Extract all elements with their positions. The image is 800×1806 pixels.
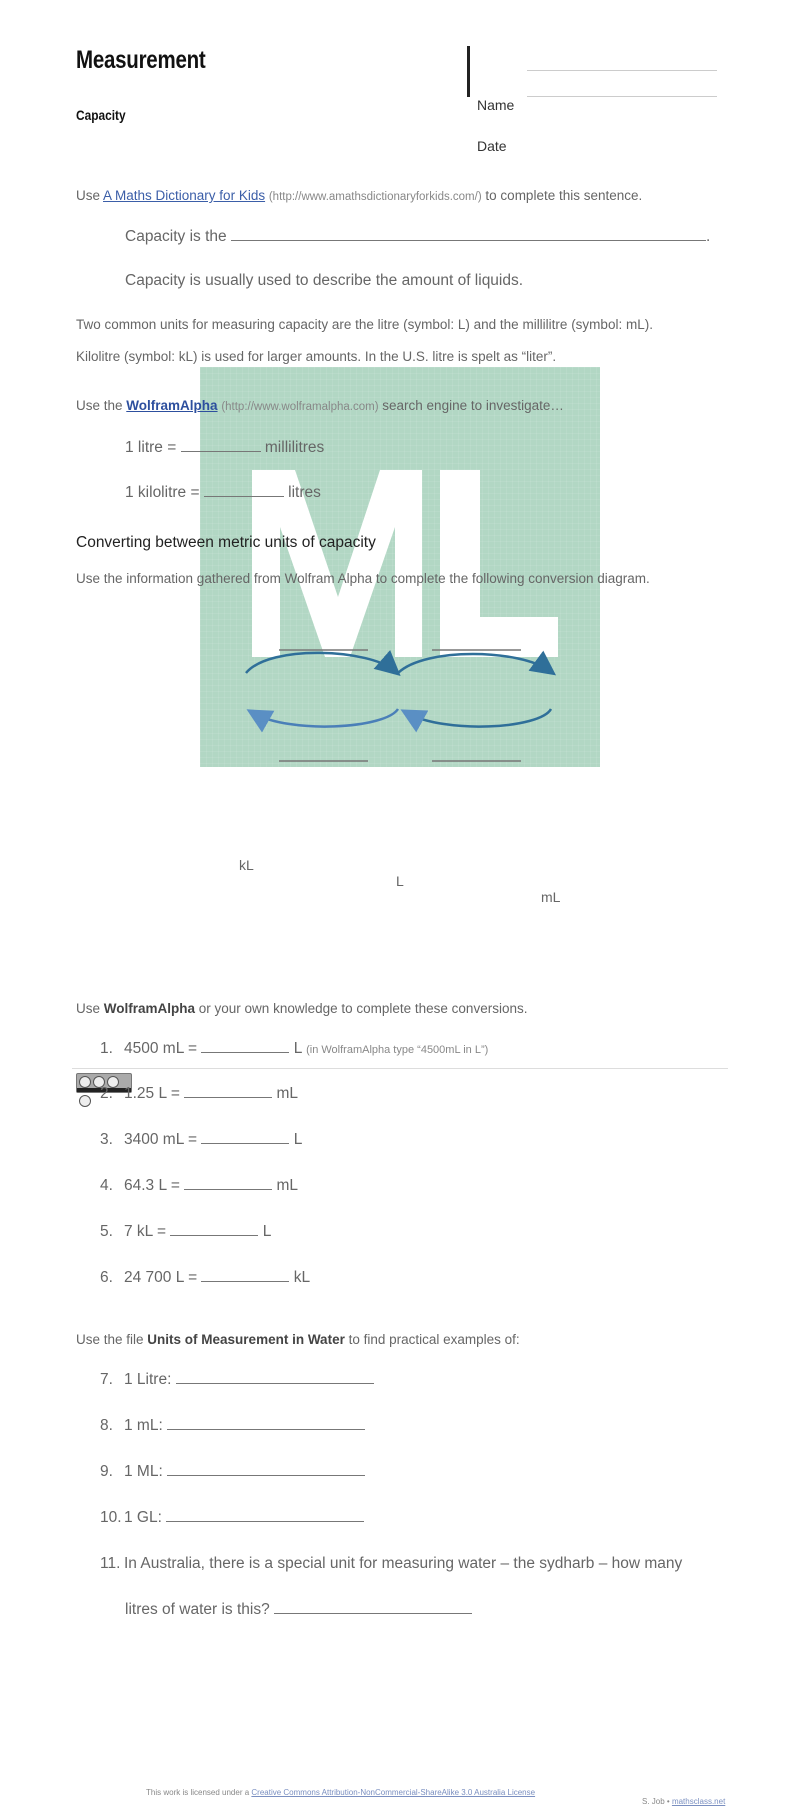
item-number: 8. — [100, 1417, 113, 1434]
converting-heading: Converting between metric units of capacity — [76, 534, 376, 551]
answer-blank[interactable] — [201, 1142, 289, 1144]
site-link[interactable]: mathsclass.net — [671, 1797, 726, 1806]
item-label: 1 GL: — [124, 1509, 162, 1526]
item-unit: L — [293, 1131, 303, 1148]
author: S. Job • — [642, 1797, 672, 1806]
text: litres — [288, 484, 321, 501]
dictionary-url: (http://www.amathsdictionaryforkids.com/) — [268, 191, 482, 203]
litre-question — [125, 439, 800, 457]
file-name: Units of Measurement in Water — [147, 1332, 345, 1347]
item-expression: 4500 mL = — [124, 1040, 198, 1057]
answer-blank[interactable] — [170, 1234, 258, 1236]
text: . — [705, 228, 711, 245]
maths-dictionary-link[interactable]: A Maths Dictionary for Kids — [103, 188, 266, 203]
capacity-usage: Capacity is usually used to describe the amount of liquids. — [125, 272, 524, 289]
text: This work is licensed under a — [146, 1788, 252, 1797]
footer-divider — [72, 1068, 728, 1069]
item-expression: 3400 mL = — [124, 1131, 198, 1148]
conversion-item-5 — [100, 1223, 800, 1241]
answer-blank[interactable] — [167, 1474, 365, 1476]
item-number: 4. — [100, 1177, 113, 1194]
item-unit: mL — [276, 1085, 299, 1102]
kilolitre-answer-blank[interactable] — [204, 495, 284, 497]
text: Use — [76, 188, 104, 203]
item-number: 9. — [100, 1463, 113, 1480]
item-number: 5. — [100, 1223, 113, 1240]
item-expression: 64.3 L = — [124, 1177, 180, 1194]
arrow-l-to-ml — [398, 654, 550, 673]
item-unit: mL — [276, 1177, 299, 1194]
wolfram-url: (http://www.wolframalpha.com) — [221, 401, 379, 413]
text: millilitres — [264, 439, 325, 456]
answer-blank[interactable] — [201, 1280, 289, 1282]
practical-item-9 — [100, 1463, 800, 1481]
item-number: 11. — [100, 1555, 121, 1572]
item-number: 1. — [100, 1040, 113, 1057]
units-paragraph-2: Kilolitre (symbol: kL) is used for larger amounts. In the U.S. litre is spelt as “liter”. — [76, 349, 557, 364]
item-expression: 24 700 L = — [124, 1269, 198, 1286]
practical-item-8 — [100, 1417, 800, 1435]
item-number: 7. — [100, 1371, 113, 1388]
answer-blank[interactable] — [274, 1612, 472, 1614]
worksheet-subtitle: Capacity — [76, 107, 126, 123]
definition-blank[interactable] — [231, 239, 706, 241]
arrow-l-to-kl — [253, 709, 398, 727]
answer-blank[interactable] — [184, 1188, 272, 1190]
answer-blank[interactable] — [166, 1520, 364, 1522]
wolframalpha-link[interactable]: WolframAlpha — [126, 398, 218, 413]
item-label: 1 Litre: — [124, 1371, 172, 1388]
unit-l: L — [396, 873, 404, 889]
practical-item-7 — [100, 1371, 800, 1389]
author-credit — [642, 1797, 800, 1806]
wolfram-instruction — [76, 398, 800, 413]
practical-item-11 — [100, 1555, 800, 1573]
practical-instruction — [76, 1332, 800, 1347]
conversion-item-3 — [100, 1131, 800, 1149]
name-label: Name — [477, 97, 515, 113]
answer-blank[interactable] — [176, 1382, 374, 1384]
worksheet-title: Measurement — [76, 46, 206, 74]
cc-icon — [79, 1076, 91, 1088]
conversion-item-1 — [100, 1040, 800, 1058]
date-label: Date — [477, 138, 507, 154]
capacity-definition-line — [125, 228, 800, 246]
litre-answer-blank[interactable] — [181, 450, 261, 452]
text: Use — [76, 1001, 104, 1016]
text: Use the — [76, 398, 127, 413]
question-text: litres of water is this? — [125, 1601, 270, 1618]
item-hint: (in WolframAlpha type “4500mL in L”) — [306, 1044, 489, 1056]
unit-ml: mL — [541, 889, 561, 905]
text: Capacity is the — [125, 228, 227, 245]
text: 1 litre = — [125, 439, 177, 456]
sa-icon — [79, 1095, 91, 1107]
text: to complete this sentence. — [481, 188, 643, 203]
conversion-item-4 — [100, 1177, 800, 1195]
license-text — [146, 1788, 800, 1797]
item-unit: L — [293, 1040, 302, 1057]
answer-blank[interactable] — [167, 1428, 365, 1430]
text: search engine to investigate… — [378, 398, 564, 413]
dictionary-instruction — [76, 188, 800, 203]
question-text: In Australia, there is a special unit for measuring water – the sydharb – how many — [124, 1555, 683, 1572]
item-number: 10. — [100, 1509, 122, 1526]
text: 1 kilolitre = — [125, 484, 200, 501]
practical-intro-suffix: to find practical examples of: — [344, 1332, 520, 1347]
practical-item-10 — [100, 1509, 800, 1527]
converting-instruction: Use the information gathered from Wolfram Alpha to complete the following conversion diagram. — [76, 571, 650, 586]
conversions-instruction — [76, 1001, 800, 1016]
arrow-ml-to-l — [407, 709, 551, 727]
conversions-intro-suffix: or your own knowledge to complete these conversions. — [195, 1001, 528, 1016]
item-expression: 1.25 L = — [124, 1085, 180, 1102]
item-number: 2. — [100, 1085, 113, 1102]
item-label: 1 mL: — [124, 1417, 163, 1434]
item-number: 3. — [100, 1131, 113, 1148]
conversion-item-6 — [100, 1269, 800, 1287]
answer-blank[interactable] — [201, 1051, 289, 1053]
answer-blank[interactable] — [184, 1096, 272, 1098]
practical-item-11-line2 — [125, 1601, 800, 1619]
item-unit: kL — [293, 1269, 311, 1286]
text: Use the file — [76, 1332, 148, 1347]
item-expression: 7 kL = — [124, 1223, 167, 1240]
arrow-kl-to-l — [246, 653, 395, 673]
item-number: 6. — [100, 1269, 113, 1286]
kilolitre-question — [125, 484, 800, 502]
conversion-item-2 — [100, 1085, 800, 1103]
item-label: 1 ML: — [124, 1463, 163, 1480]
item-unit: L — [262, 1223, 272, 1240]
conversion-diagram — [200, 609, 600, 779]
wolframalpha-bold: WolframAlpha — [103, 1001, 196, 1016]
unit-kl: kL — [239, 857, 254, 873]
license-link[interactable]: Creative Commons Attribution-NonCommercial-ShareAlike 3.0 Australia License — [251, 1788, 536, 1797]
units-paragraph-1: Two common units for measuring capacity are the litre (symbol: L) and the millilitre (symbol: mL). — [76, 317, 653, 332]
